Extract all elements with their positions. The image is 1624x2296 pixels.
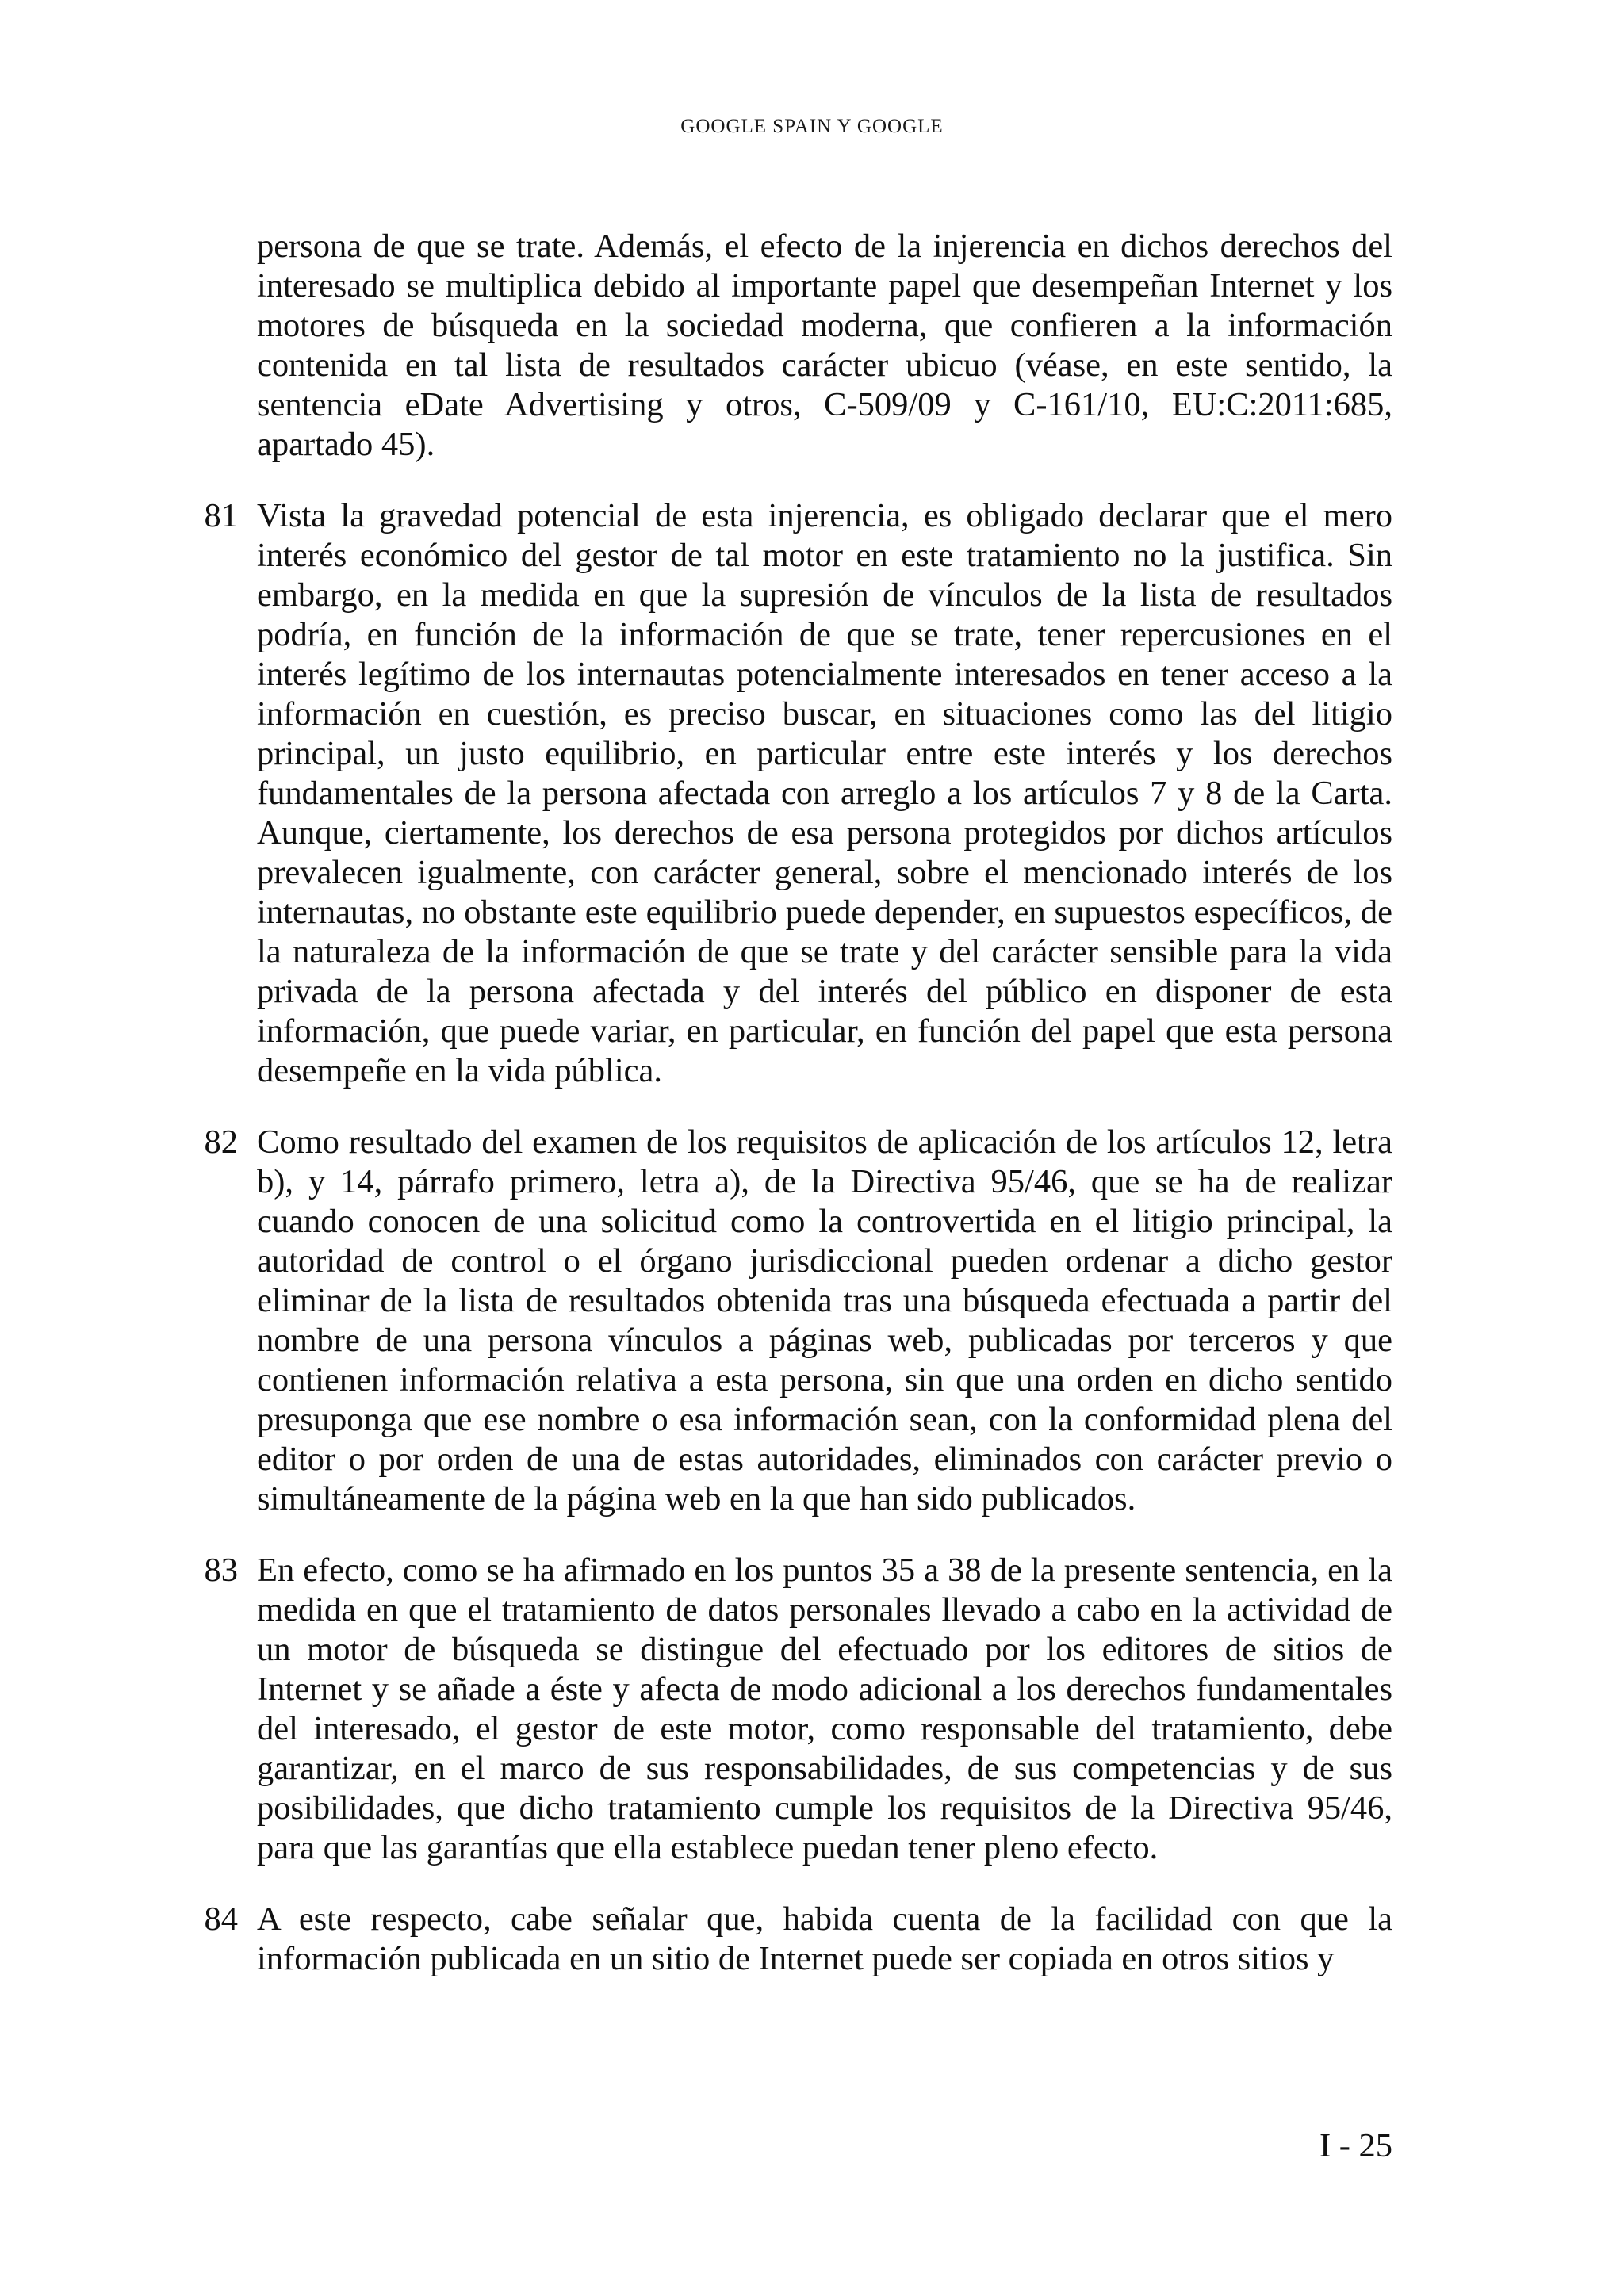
page-number: I - 25 [1319, 2127, 1392, 2164]
paragraph-text: A este respecto, cabe señalar que, habida cuenta de la facilidad con que la información publicada en un sitio de Internet puede ser copiada en otros sitios y [257, 1900, 1392, 1977]
document-body [0, 227, 1624, 1979]
paragraph-number: 83 [204, 1552, 238, 1589]
paragraph-83 [204, 1551, 1392, 1868]
paragraph-number: 81 [204, 497, 238, 534]
paragraph-continuation [257, 227, 1392, 465]
paragraph-82 [204, 1123, 1392, 1519]
paragraph-text: persona de que se trate. Además, el efecto de la injerencia en dichos derechos del interesado se multiplica debido al importante papel que desempeñan Internet y los motores de búsqueda en la sociedad moderna, que confieren a la información contenida en tal lista de resultados carácter ubicuo (véase, en este sentido, la sentencia eDate Advertising y otros, C-509/09 y C-161/10, EU:C:2011:685, apartado 45). [257, 228, 1392, 463]
paragraph-81 [204, 496, 1392, 1091]
paragraph-text: Como resultado del examen de los requisitos de aplicación de los artículos 12, letra b), y 14, párrafo primero, letra a), de la Directiva 95/46, que se ha de realizar cuando conocen de una solicitud como la controvertida en el litigio principal, la autoridad de control o el órgano jurisdiccional pueden ordenar a dicho gestor eliminar de la lista de resultados obtenida tras una búsqueda efectuada a partir del nombre de una persona vínculos a páginas web, publicadas por terceros y que contienen información relativa a esta persona, sin que una orden en dicho sentido presuponga que ese nombre o esa información sean, con la conformidad plena del editor o por orden de una de estas autoridades, eliminados con carácter previo o simultáneamente de la página web en la que han sido publicados. [257, 1123, 1392, 1517]
paragraph-number: 82 [204, 1123, 238, 1161]
paragraph-text: En efecto, como se ha afirmado en los puntos 35 a 38 de la presente sentencia, en la medida en que el tratamiento de datos personales llevado a cabo en la actividad de un motor de búsqueda se distingue del efectuado por los editores de sitios de Internet y se añade a éste y afecta de modo adicional a los derechos fundamentales del interesado, el gestor de este motor, como responsable del tratamiento, debe garantizar, en el marco de sus responsabilidades, de sus competencias y de sus posibilidades, que dicho tratamiento cumple los requisitos de la Directiva 95/46, para que las garantías que ella establece puedan tener pleno efecto. [257, 1552, 1392, 1866]
paragraph-number: 84 [204, 1900, 238, 1938]
running-header: GOOGLE SPAIN Y GOOGLE [680, 116, 944, 137]
paragraph-text: Vista la gravedad potencial de esta injerencia, es obligado declarar que el mero interés económico del gestor de tal motor en este tratamiento no la justifica. Sin embargo, en la medida en que la supresión de vínculos de la lista de resultados podría, en función de la información de que se trate, tener repercusiones en el interés legítimo de los internautas potencialmente interesados en tener acceso a la información en cuestión, es preciso buscar, en situaciones como las del litigio principal, un justo equilibrio, en particular entre este interés y los derechos fundamentales de la persona afectada con arreglo a los artículos 7 y 8 de la Carta. Aunque, ciertamente, los derechos de esa persona protegidos por dichos artículos prevalecen igualmente, con carácter general, sobre el mencionado interés de los internautas, no obstante este equilibrio puede depender, en supuestos específicos, de la naturaleza de la información de que se trate y del carácter sensible para la vida privada de la persona afectada y del interés del público en disponer de esta información, que puede variar, en particular, en función del papel que esta persona desempeñe en la vida pública. [257, 497, 1392, 1089]
paragraph-84 [204, 1900, 1392, 1979]
